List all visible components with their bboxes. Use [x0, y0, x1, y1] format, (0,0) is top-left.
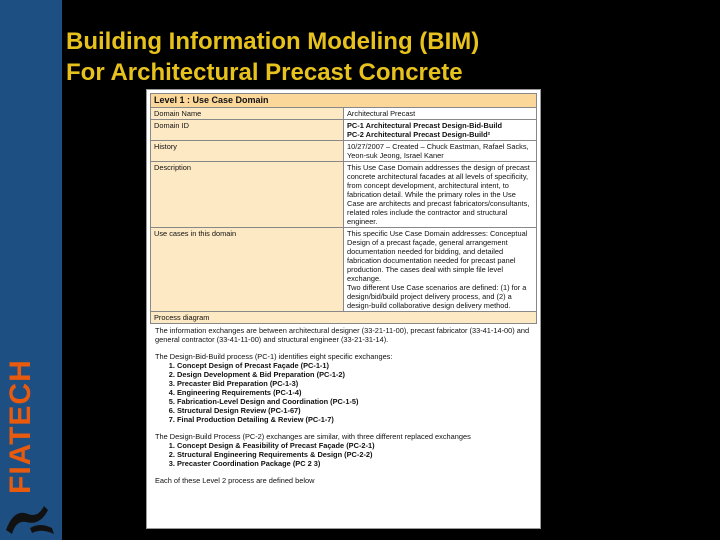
row-label: Domain ID — [151, 120, 344, 141]
list-item: 3. Precaster Bid Preparation (PC-1-3) — [177, 379, 532, 388]
row-label: Use cases in this domain — [151, 228, 344, 312]
exchange-intro: The information exchanges are between architectural designer (33-21-11-00), precast fabricator (33-41-14-00) and general contractor (33-41-11-00) and structural engineer (33-21-31-14). — [155, 326, 530, 344]
use-case-table — [150, 93, 537, 324]
row-value — [344, 120, 537, 141]
pc1-intro: The Design-Bid-Build process (PC-1) identifies eight specific exchanges: — [155, 352, 393, 361]
domain-id-1: PC-1 Architectural Precast Design-Bid-Build — [347, 121, 502, 130]
pc1-list — [155, 361, 532, 424]
slide-title-line-2: For Architectural Precast Concrete — [66, 59, 463, 86]
list-item: 5. Fabrication-Level Design and Coordination (PC-1-5) — [177, 397, 532, 406]
row-label: Domain Name — [151, 108, 344, 120]
list-item: 1. Concept Design & Feasibility of Precast Façade (PC-2-1) — [177, 441, 532, 450]
slide-title-line-1: Building Information Modeling (BIM) — [66, 28, 480, 55]
row-value: This Use Case Domain addresses the design of precast concrete architectural facades at all levels of specificity, from concept development, architectural intent, to fabrication detail. While the primary roles in the Use Case are architects and precast fabricators/consultants, related roles include the contractor and structural engineer. — [344, 162, 537, 228]
use-case-document — [146, 89, 541, 529]
slide-title — [66, 26, 479, 88]
table-row — [151, 141, 537, 162]
brand-wordmark: FIATECH — [4, 359, 37, 494]
process-diagram-label: Process diagram — [151, 312, 537, 324]
list-item: 4. Engineering Requirements (PC-1-4) — [177, 388, 532, 397]
pc2-intro: The Design-Build Process (PC-2) exchanges are similar, with three different replaced exchanges — [155, 432, 471, 441]
row-value — [344, 228, 537, 312]
domain-id-2: PC-2 Architectural Precast Design-Build² — [347, 130, 491, 139]
list-item: 2. Structural Engineering Requirements & Design (PC-2-2) — [177, 450, 532, 459]
closing-note: Each of these Level 2 process are defined below — [155, 476, 315, 485]
table-row — [151, 312, 537, 324]
table-header: Level 1 : Use Case Domain — [151, 94, 537, 108]
list-item: 6. Structural Design Review (PC-1-67) — [177, 406, 532, 415]
row-label: Description — [151, 162, 344, 228]
fiatech-logo-icon — [4, 500, 58, 536]
list-item: 2. Design Development & Bid Preparation (PC-1-2) — [177, 370, 532, 379]
pc2-list — [155, 441, 532, 468]
table-row — [151, 108, 537, 120]
row-label: History — [151, 141, 344, 162]
table-row — [151, 228, 537, 312]
row-value: Architectural Precast — [344, 108, 537, 120]
row-value: 10/27/2007 – Created – Chuck Eastman, Rafael Sacks, Yeon-suk Jeong, Israel Kaner — [344, 141, 537, 162]
list-item: 1. Concept Design of Precast Façade (PC-1-1) — [177, 361, 532, 370]
process-description — [150, 324, 537, 487]
list-item: 3. Precaster Coordination Package (PC 2 3) — [177, 459, 532, 468]
table-row — [151, 162, 537, 228]
list-item: 7. Final Production Detailing & Review (PC-1-7) — [177, 415, 532, 424]
use-cases-text-2: Two different Use Case scenarios are defined: (1) for a design/bid/build project delivery process, and (2) a design-build collaborative design delivery method. — [347, 283, 527, 310]
use-cases-text-1: This specific Use Case Domain addresses: Conceptual Design of a precast façade, general arrangement documentation needed for bidding, and detailed fabrication documentation needed for precast panel production. The cases deal with simple file level exchange. — [347, 229, 528, 283]
table-row — [151, 120, 537, 141]
